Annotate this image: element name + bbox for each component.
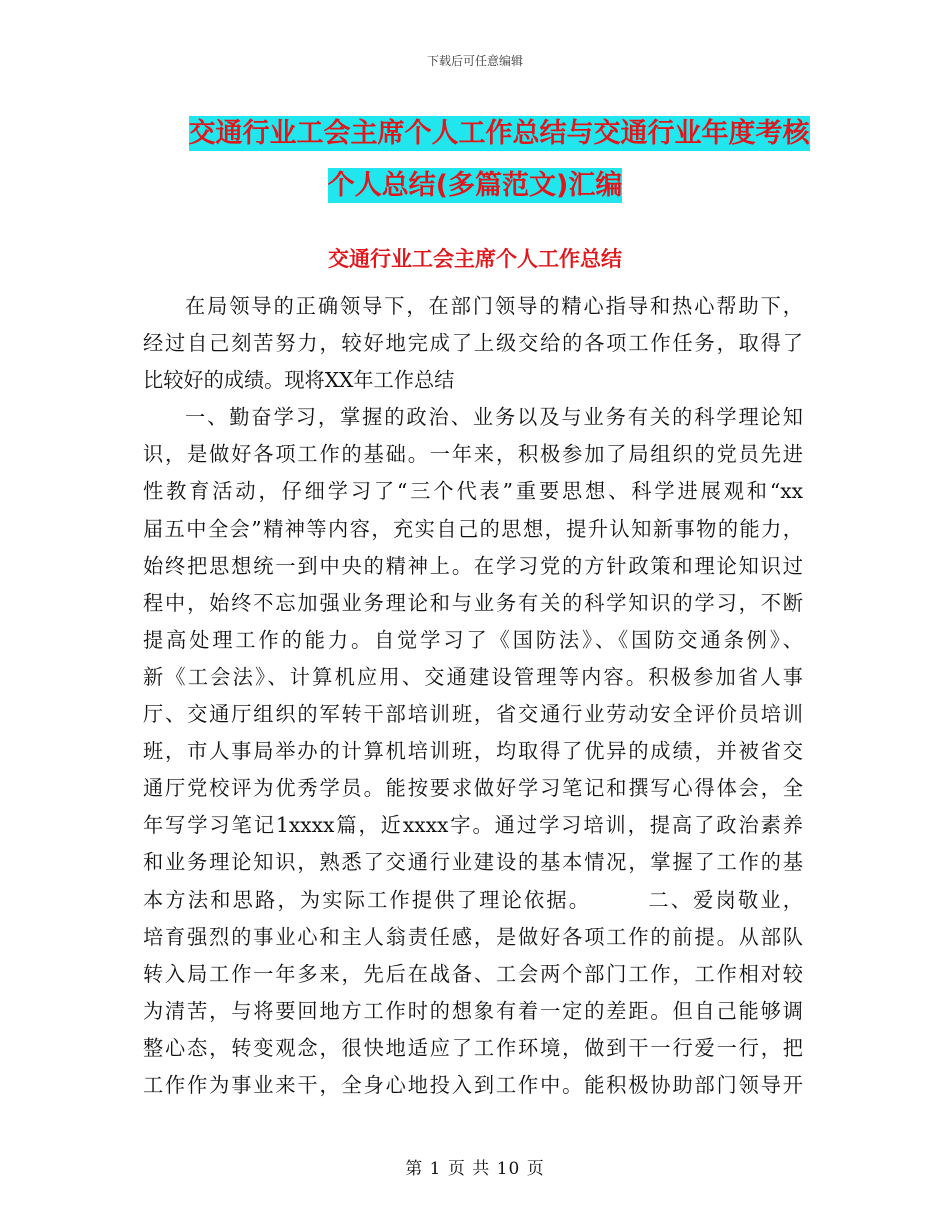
body-line: 转入局工作一年多来，先后在战备、工会两个部门工作，工作相对较 <box>143 961 803 986</box>
body-line: 班，市人事局举办的计算机培训班，均取得了优异的成绩，并被省交 <box>143 739 803 764</box>
body-line: 和业务理论知识，熟悉了交通行业建设的基本情况，掌握了工作的基 <box>143 850 803 875</box>
body-text <box>143 288 803 1104</box>
document-title <box>0 108 950 212</box>
body-line: 本方法和思路，为实际工作提供了理论依据。 二、爱岗敬业， <box>143 887 803 912</box>
document-title-line-1: 交通行业工会主席个人工作总结与交通行业年度考核 <box>188 118 810 149</box>
body-line: 厅、交通厅组织的军转干部培训班，省交通行业劳动安全评价员培训 <box>143 702 803 727</box>
section-title: 交通行业工会主席个人工作总结 <box>328 247 622 271</box>
body-line: 届五中全会”精神等内容，充实自己的思想，提升认知新事物的能力， <box>143 516 803 541</box>
body-line: 经过自己刻苦努力，较好地完成了上级交给的各项工作任务，取得了 <box>143 331 803 356</box>
body-line: 通厅党校评为优秀学员。能按要求做好学习笔记和撰写心得体会，全 <box>143 776 803 801</box>
body-line: 新《工会法》、计算机应用、交通建设管理等内容。积极参加省人事 <box>143 664 803 689</box>
body-line: 始终把思想统一到中央的精神上。在学习党的方针政策和理论知识过 <box>143 553 803 578</box>
body-line: 工作作为事业来干，全身心地投入到工作中。能积极协助部门领导开 <box>143 1072 803 1097</box>
body-line: 比较好的成绩。现将XX年工作总结 <box>143 368 455 393</box>
document-title-line-2: 个人总结(多篇范文)汇编 <box>327 170 623 201</box>
body-line: 性教育活动，仔细学习了“三个代表”重要思想、科学进展观和“xx <box>143 479 803 504</box>
page-header-note: 下载后可任意编辑 <box>426 54 523 68</box>
body-line: 一、勤奋学习，掌握的政治、业务以及与业务有关的科学理论知 <box>185 405 803 430</box>
body-line: 整心态，转变观念，很快地适应了工作环境，做到干一行爱一行，把 <box>143 1035 803 1060</box>
body-line: 在局领导的正确领导下，在部门领导的精心指导和热心帮助下， <box>185 294 803 318</box>
body-line: 年写学习笔记1xxxx篇，近xxxx字。通过学习培训，提高了政治素养 <box>143 813 803 838</box>
body-line: 程中，始终不忘加强业务理论和与业务有关的科学知识的学习，不断 <box>143 590 803 615</box>
body-line: 培育强烈的事业心和主人翁责任感，是做好各项工作的前提。从部队 <box>143 924 803 949</box>
body-line: 识，是做好各项工作的基础。一年来，积极参加了局组织的党员先进 <box>143 442 803 467</box>
body-line: 为清苦，与将要回地方工作时的想象有着一定的差距。但自己能够调 <box>143 998 803 1023</box>
body-line: 提高处理工作的能力。自觉学习了《国防法》、《国防交通条例》、 <box>143 627 803 652</box>
page-number-footer: 第 1 页 共 10 页 <box>405 1159 545 1179</box>
